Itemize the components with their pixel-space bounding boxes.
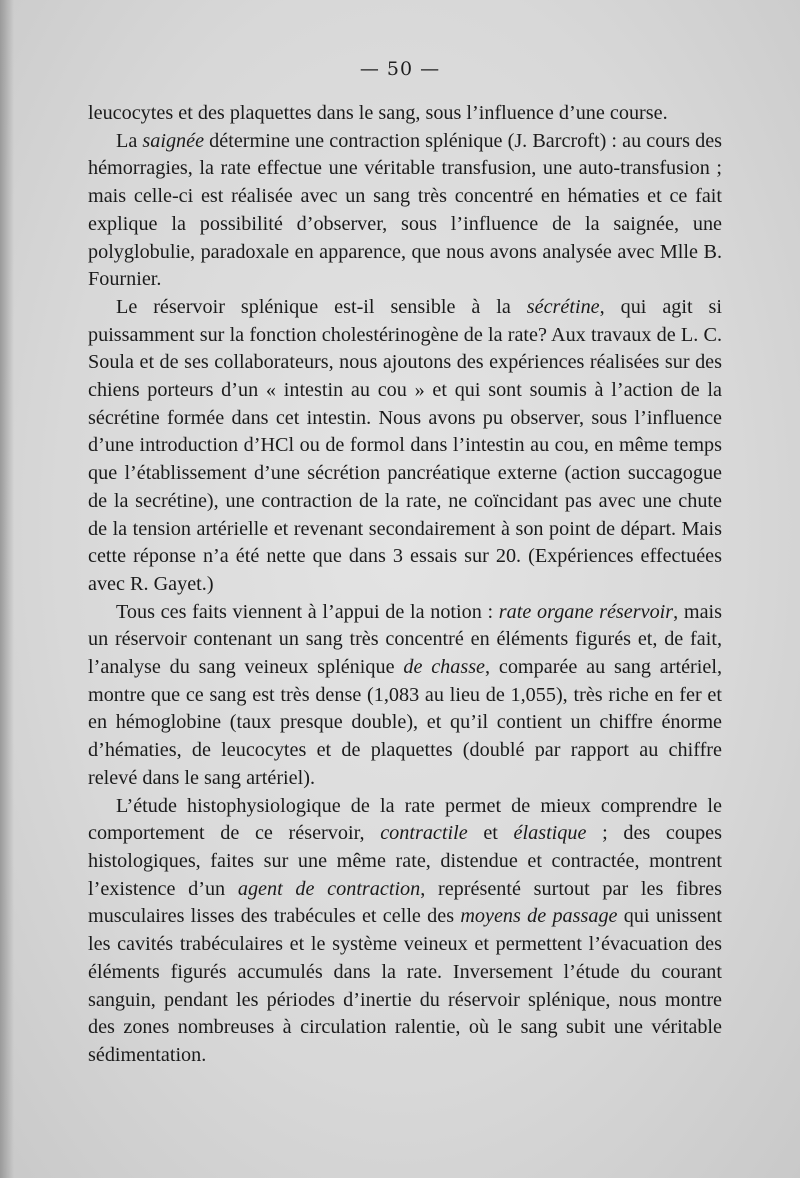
text-run: , comparée au sang artériel, montre que ce sang est très dense (1,083 au lieu de 1,055), très riche en fer et en hémoglobine (taux presque double), et qu’il contient un chiffre énorme d’hématies, de leucocytes et de plaquettes (doublé par rapport au chiffre relevé dans le sang artériel). (88, 656, 722, 789)
italic-term: contractile (380, 822, 468, 845)
paragraph-reservoir (88, 599, 722, 793)
italic-term: saignée (142, 129, 205, 152)
page-edge-shadow (0, 0, 14, 1178)
text-run: Tous ces faits viennent à l’appui de la notion : (116, 600, 499, 623)
paragraph-histophysiologie (88, 793, 722, 1070)
text-run: , qui agit si puissamment sur la fonction cholestérinogène de la rate? Aux travaux de L. C. Soula et de ses collaborateurs, nous ajoutons des expériences réalisées sur des chiens porteurs d’un « intestin au cou » et qui sont soumis à l’action de la sécrétine formée dans cet intestin. Nous avons pu observer, sous l’influence d’une introduction d’HCl ou de formol dans l’intestin au cou, en même temps que l’établissement d’une sécrétion pancréatique externe (action succagogue de la secrétine), une contraction de la rate, ne coïncidant pas avec une chute de la tension artérielle et revenant secondairement à son point de départ. Mais cette réponse n’a été nette que dans 3 essais sur 20. (Expériences effectuées avec R. Gayet.) (88, 295, 722, 595)
text-run: et (467, 822, 514, 845)
paragraph-secretine (88, 294, 722, 599)
italic-term: moyens de passage (460, 905, 618, 928)
italic-term: élastique (513, 822, 587, 845)
italic-term: agent de contraction (237, 877, 421, 900)
paragraph-continuation (88, 100, 722, 128)
text-run: Le réservoir splénique est-il sensible à la (116, 295, 527, 318)
body-text (88, 100, 722, 1070)
italic-term: sécrétine (526, 295, 600, 318)
text-run: leucocytes et des plaquettes dans le sang, sous l’influence d’une course. (88, 102, 668, 124)
text-run: La (116, 129, 143, 152)
italic-term: de chasse (403, 656, 486, 679)
text-run: , représenté surtout par les fibres musculaires lisses des trabécules et celle des (88, 877, 723, 928)
text-run: qui unissent les cavités trabéculaires et le système veineux et permettent l’évacuation des éléments figurés accumulés dans la rate. Inversement l’étude du courant sanguin, pendant les périodes d’inertie du réservoir splénique, nous montre des zones nombreuses à circulation ralentie, où le sang subit une véritable sédimentation. (88, 905, 722, 1066)
italic-term: rate organe réservoir (498, 600, 674, 623)
page-number: — 50 — (359, 58, 441, 80)
text-run: ; des coupes histologiques, faites sur une même rate, distendue et contractée, montrent l’existence d’un (88, 822, 722, 900)
text-run: L’étude histophysiologique de la rate permet de mieux comprendre le comportement de ce réservoir, (88, 794, 722, 845)
text-run: , mais un réservoir contenant un sang très concentré en éléments figurés et, de fait, l’analyse du sang veineux splénique (88, 600, 722, 679)
text-run: détermine une contraction splénique (J. Barcroft) : au cours des hémorragies, la rate effectue une véritable transfusion, une auto-transfusion ; mais celle-ci est réalisée avec un sang très concentré en hématies et ce fait explique la possibilité d’observer, sous l’influence de la saignée, une polyglobulie, paradoxale en apparence, que nous avons analysée avec Mlle B. Fournier. (88, 129, 723, 291)
paragraph-saignee (88, 128, 722, 294)
